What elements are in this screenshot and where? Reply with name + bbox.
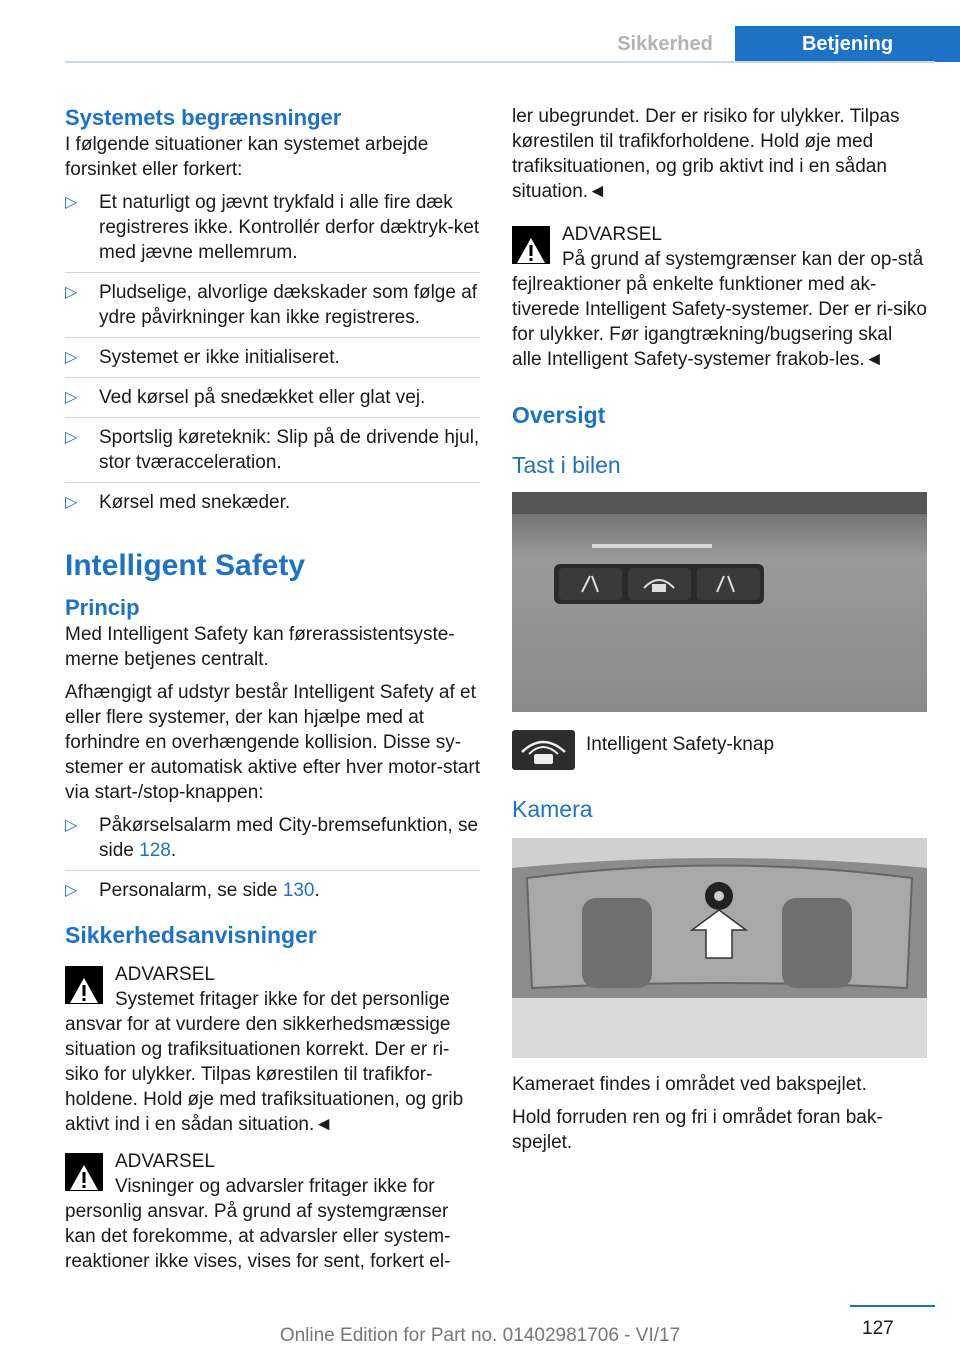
button-caption-row xyxy=(512,730,927,774)
triangle-bullet-icon: ▷ xyxy=(65,494,78,511)
list-item: ▷ Systemet er ikke initialiseret. xyxy=(65,345,480,378)
heading-oversigt: Oversigt xyxy=(512,402,606,428)
list-item: ▷ Pludselige, alvorlige dækskader som følge af ydre påvirkninger kan ikke registreres. xyxy=(65,280,480,338)
heading-princip: Princip xyxy=(65,595,140,620)
heading-safety-notes: Sikkerhedsanvisninger xyxy=(65,922,317,948)
heading-system-limits: Systemets begrænsninger xyxy=(65,105,342,130)
intelligent-safety-button-icon xyxy=(512,730,575,770)
footer-divider xyxy=(850,1305,935,1307)
kamera-paragraph-2: Hold forruden ren og fri i området foran bak-spejlet. xyxy=(512,1107,883,1153)
triangle-bullet-icon: ▷ xyxy=(65,389,78,406)
warning-block-1 xyxy=(65,962,480,1137)
warning-title: ADVARSEL xyxy=(115,964,215,985)
tab-sikkerhed[interactable]: Sikkerhed xyxy=(595,26,735,62)
continued-text: ler ubegrundet. Der er risiko for ulykker. Tilpas kørestilen til trafikforholdene. Hold øje med trafiksituationen, og grib aktivt ind i en sådan situation.◄ xyxy=(512,106,900,202)
list-item: ▷ Personalarm, se side 130. xyxy=(65,880,320,901)
right-column xyxy=(512,104,927,1155)
footer-edition: Online Edition for Part no. 01402981706 - VI/17 xyxy=(279,1325,681,1346)
warning-triangle-icon xyxy=(65,1153,103,1191)
princip-paragraph-1: Med Intelligent Safety kan førerassistentsyste-merne betjenes centralt. xyxy=(65,624,455,670)
list-item: ▷ Sportslig køreteknik: Slip på de drivende hjul, stor tværacceleration. xyxy=(65,425,480,483)
triangle-bullet-icon: ▷ xyxy=(65,284,78,301)
warning-triangle-icon xyxy=(512,226,550,264)
triangle-bullet-icon: ▷ xyxy=(65,194,78,211)
list-item: ▷ Ved kørsel på snedækket eller glat vej. xyxy=(65,385,480,418)
triangle-bullet-icon: ▷ xyxy=(65,817,78,834)
limits-list xyxy=(65,190,480,522)
warning-text: Visninger og advarsler fritager ikke for personlig ansvar. På grund af systemgrænser kan det forekomme, at advarsler eller system-reaktioner ikke vises, vises for sent, forkert el- xyxy=(65,1176,451,1272)
button-caption: Intelligent Safety-knap xyxy=(586,734,775,755)
photo-camera-location xyxy=(512,838,927,1058)
warning-block-3 xyxy=(512,222,927,372)
left-column xyxy=(65,104,480,1274)
warning-title: ADVARSEL xyxy=(115,1151,215,1172)
princip-list xyxy=(65,813,480,910)
header-divider xyxy=(65,61,935,63)
triangle-bullet-icon: ▷ xyxy=(65,429,78,446)
page-link-130[interactable]: 130 xyxy=(282,880,315,901)
warning-text: På grund af systemgrænser kan der op-stå fejlreaktioner på enkelte funktioner med ak-tiverede Intelligent Safety-systemer. Der er ri-siko for ulykker. Før igangtrækning/bugsering skal alle Intelligent Safety-systemer frakob-les.◄ xyxy=(512,249,927,370)
heading-kamera: Kamera xyxy=(512,796,593,822)
warning-triangle-icon xyxy=(65,966,103,1004)
heading-intelligent-safety: Intelligent Safety xyxy=(65,549,306,582)
kamera-paragraph-1: Kameraet findes i området ved bakspejlet. xyxy=(512,1074,867,1095)
warning-text: Systemet fritager ikke for det personlige ansvar for at vurdere den sikkerhedsmæssige situation og trafiksituationen korrekt. Der er ri-siko for ulykker. Tilpas kørestilen til trafikfor-holdene. Hold øje med trafiksituationen, og grib aktivt ind i en sådan situation.◄ xyxy=(65,989,464,1135)
list-item: ▷ Kørsel med snekæder. xyxy=(65,492,291,513)
warning-title: ADVARSEL xyxy=(562,224,662,245)
triangle-bullet-icon: ▷ xyxy=(65,349,78,366)
page-link-128[interactable]: 128 xyxy=(139,840,171,861)
header-tabs xyxy=(595,26,960,62)
tab-betjening[interactable]: Betjening xyxy=(735,26,960,62)
warning-block-2 xyxy=(65,1149,480,1274)
list-item: ▷ Påkørselsalarm med City-bremsefunktion, se side 128. xyxy=(65,813,480,871)
photo-buttons-in-car xyxy=(512,492,927,712)
limits-intro: I følgende situationer kan systemet arbejde forsinket eller forkert: xyxy=(65,134,429,180)
heading-tast-i-bilen: Tast i bilen xyxy=(512,452,621,478)
list-item: ▷ Et naturligt og jævnt trykfald i alle fire dæk registreres ikke. Kontrollér derfor dæktryk-ket med jævne mellemrum. xyxy=(65,190,480,273)
page-number: 127 xyxy=(862,1318,894,1339)
princip-paragraph-2: Afhængigt af udstyr består Intelligent Safety af et eller flere systemer, der kan hjælpe med at forhindre en overhængende kollision. Disse sy-stemer er automatisk aktive efter hver motor-start via start-/stop-knappen: xyxy=(65,682,480,803)
triangle-bullet-icon: ▷ xyxy=(65,882,78,899)
